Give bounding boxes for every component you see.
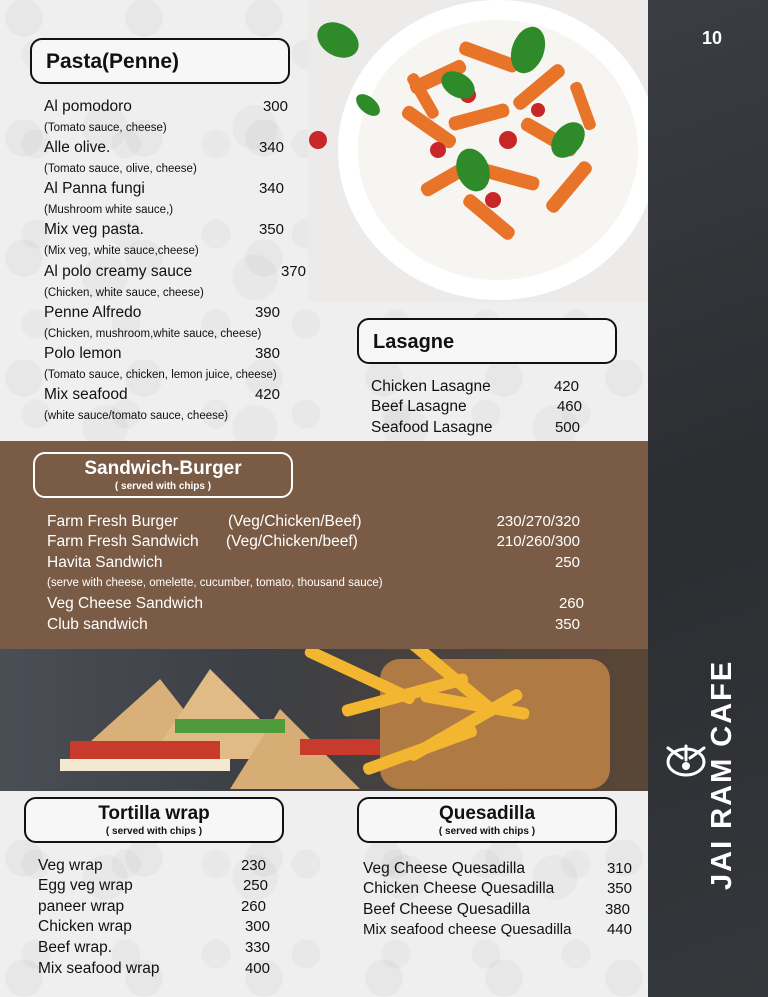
sandwich-subtitle: ( served with chips ) <box>114 481 212 492</box>
quesadilla-item-price: 350 <box>606 880 632 897</box>
lasagne-item-name: Seafood Lasagne <box>371 419 493 436</box>
lasagne-item-price: 420 <box>553 378 579 395</box>
pasta-item-price: 340 <box>258 180 284 197</box>
lasagne-item-price: 460 <box>556 398 582 415</box>
sandwich-item-price: 210/260/300 <box>496 533 580 550</box>
pasta-item-price: 340 <box>258 139 284 156</box>
quesadilla-item-price: 440 <box>606 921 632 938</box>
sandwich-title: Sandwich-Burger <box>84 458 242 479</box>
pasta-item-name: Al Panna fungi <box>44 180 145 197</box>
sandwich-item-name: Farm Fresh Sandwich <box>47 533 199 550</box>
pasta-item-desc: (white sauce/tomato sauce, cheese) <box>44 410 229 422</box>
sandwich-item-price: 260 <box>558 595 584 612</box>
pasta-item-price: 370 <box>280 263 306 280</box>
pasta-item-name: Mix seafood <box>44 386 128 403</box>
sandwich-item-variant: (Veg/Chicken/Beef) <box>228 513 362 530</box>
sandwich-section <box>0 441 648 649</box>
pasta-item-name: Polo lemon <box>44 345 122 362</box>
sandwich-item-name: Farm Fresh Burger <box>47 513 178 530</box>
pasta-title: Pasta(Penne) <box>46 50 180 73</box>
tortilla-item-price: 250 <box>242 877 268 894</box>
pasta-item-price: 300 <box>262 98 288 115</box>
tortilla-item-name: paneer wrap <box>38 898 125 915</box>
lasagne-title-box <box>357 318 617 364</box>
tortilla-title: Tortilla wrap <box>98 803 210 824</box>
lasagne-title: Lasagne <box>373 331 455 353</box>
sandwich-fries-photo <box>0 649 648 791</box>
sandwich-item-variant: (Veg/Chicken/beef) <box>226 533 358 550</box>
pasta-item-desc: (Mushroom white sauce,) <box>44 204 174 216</box>
pasta-item-price: 390 <box>254 304 280 321</box>
pasta-item-name: Al polo creamy sauce <box>44 263 193 280</box>
tortilla-item-price: 260 <box>240 898 266 915</box>
tortilla-item-price: 400 <box>244 960 270 977</box>
pasta-item-name: Alle olive. <box>44 139 111 156</box>
tortilla-title-box <box>24 797 284 843</box>
sandwich-item-price: 250 <box>554 554 580 571</box>
quesadilla-item-price: 310 <box>606 860 632 877</box>
tortilla-item-name: Egg veg wrap <box>38 877 133 894</box>
pasta-item-desc: (Tomato sauce, chicken, lemon juice, cheese) <box>44 369 277 381</box>
quesadilla-title-box <box>357 797 617 843</box>
sandwich-photo-drawing <box>0 649 648 791</box>
quesadilla-title: Quesadilla <box>438 803 536 824</box>
page-number: 10 <box>701 28 723 48</box>
pasta-item-desc: (Chicken, white sauce, cheese) <box>44 287 204 299</box>
pasta-item-price: 420 <box>254 386 280 403</box>
pasta-item-price: 350 <box>258 221 284 238</box>
tortilla-subtitle: ( served with chips ) <box>105 826 203 837</box>
quesadilla-item-name: Beef Cheese Quesadilla <box>363 901 531 918</box>
tortilla-item-price: 230 <box>240 857 266 874</box>
pasta-photo-drawing <box>308 0 648 302</box>
lasagne-item-name: Chicken Lasagne <box>371 378 491 395</box>
sandwich-note: (serve with cheese, omelette, cucumber, tomato, thousand sauce) <box>47 577 383 589</box>
pasta-item-desc: (Tomato sauce, olive, cheese) <box>44 163 197 175</box>
tortilla-item-price: 300 <box>244 918 270 935</box>
tortilla-item-price: 330 <box>244 939 270 956</box>
quesadilla-item-name: Mix seafood cheese Quesadilla <box>363 921 572 938</box>
tortilla-item-name: Veg wrap <box>38 857 103 874</box>
sandwich-item-price: 350 <box>554 616 580 633</box>
pasta-title-box <box>30 38 290 84</box>
brand-name: JAI RAM CAFE <box>706 659 738 890</box>
pasta-item-desc: (Mix veg, white sauce,cheese) <box>44 245 199 257</box>
cafe-logo-icon <box>662 740 710 780</box>
sandwich-item-name: Havita Sandwich <box>47 554 163 571</box>
pasta-item-name: Al pomodoro <box>44 98 132 115</box>
quesadilla-item-name: Chicken Cheese Quesadilla <box>363 880 555 897</box>
pasta-item-name: Penne Alfredo <box>44 304 142 321</box>
lasagne-item-price: 500 <box>554 419 580 436</box>
tortilla-item-name: Beef wrap. <box>38 939 113 956</box>
quesadilla-item-name: Veg Cheese Quesadilla <box>363 860 526 877</box>
pasta-item-desc: (Chicken, mushroom,white sauce, cheese) <box>44 328 262 340</box>
pasta-item-name: Mix veg pasta. <box>44 221 144 238</box>
sandwich-title-box <box>33 452 293 498</box>
lasagne-item-name: Beef Lasagne <box>371 398 467 415</box>
sandwich-item-name: Veg Cheese Sandwich <box>47 595 203 612</box>
tortilla-item-name: Chicken wrap <box>38 918 132 935</box>
tortilla-item-name: Mix seafood wrap <box>38 960 160 977</box>
penne-pasta-photo <box>308 0 648 302</box>
quesadilla-subtitle: ( served with chips ) <box>438 826 536 837</box>
sandwich-item-name: Club sandwich <box>47 616 148 633</box>
pasta-item-price: 380 <box>254 345 280 362</box>
quesadilla-item-price: 380 <box>604 901 630 918</box>
pasta-item-desc: (Tomato sauce, cheese) <box>44 122 167 134</box>
sandwich-item-price: 230/270/320 <box>496 513 580 530</box>
